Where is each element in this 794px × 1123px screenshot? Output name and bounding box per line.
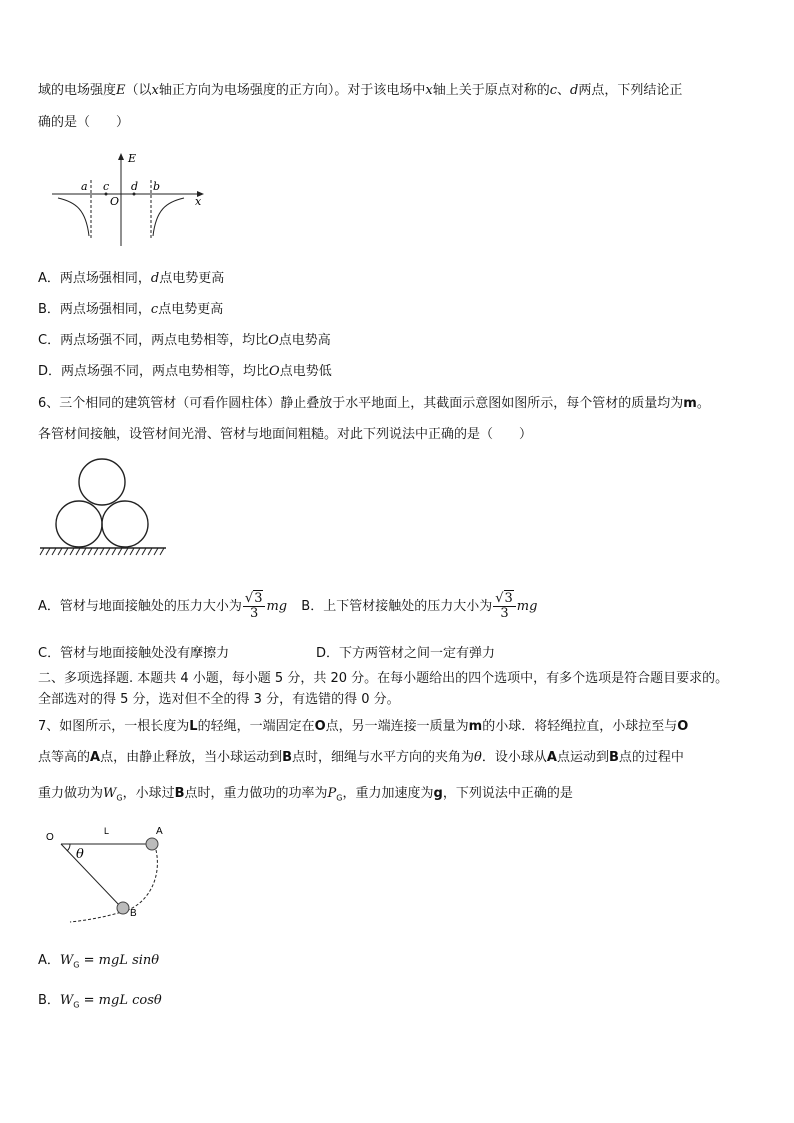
var-g: g (433, 786, 443, 801)
text: B．两点场强相同， (38, 302, 151, 317)
var-A: A (546, 750, 557, 765)
q7-stem-line2 (38, 749, 684, 767)
text: C．两点场强不同，两点电势相等，均比 (38, 333, 269, 348)
var-m: m (468, 719, 483, 734)
q7-option-A[interactable] (38, 952, 159, 975)
q5-field-graph (48, 148, 208, 252)
var-B: B (174, 786, 185, 801)
q5-option-C[interactable] (38, 332, 331, 350)
q6-stem-line1 (38, 395, 710, 413)
var-mg: mg (266, 599, 288, 614)
text: 二、多项选择题. 本题共 4 小题，每小题 5 分，共 20 分。在每小题给出的四个选项中，有多个选项是符合题目要求的。 (38, 671, 729, 686)
var-L: L (189, 719, 198, 734)
var-x: x (151, 83, 159, 98)
q5-option-A[interactable] (38, 270, 224, 288)
text: ，重力加速度为 (342, 786, 434, 801)
text: 各管材间接触，设管材间光滑、管材与地面间粗糙。对此下列说法中正确的是（ ） (38, 427, 533, 442)
expression: mgL sinθ (98, 953, 160, 968)
text: D．两点场强不同，两点电势相等，均比 (38, 364, 270, 379)
label-O: O (46, 832, 54, 843)
text: 轴上关于原点对称的 (432, 83, 550, 98)
q7-stem-line3 (38, 785, 573, 808)
var: O (268, 333, 279, 348)
q5-option-D[interactable] (38, 363, 332, 381)
numerator: 3 (254, 591, 263, 606)
text: = (79, 953, 99, 968)
text: 的小球．将轻绳拉直，小球拉至与 (482, 719, 678, 734)
bottom-left-pipe (56, 501, 102, 547)
text: 点电势更高 (159, 271, 225, 286)
axis-E-label: E (128, 152, 137, 165)
numerator: 3 (504, 591, 513, 606)
var: c (150, 302, 159, 317)
text: 。 (696, 396, 710, 411)
point-a-label: a (81, 180, 88, 193)
var: O (269, 364, 280, 379)
var-x: x (425, 83, 433, 98)
q6-options-AB (38, 592, 537, 622)
var-B: B (608, 750, 619, 765)
text: 点等高的 (38, 750, 91, 765)
text: 的轻绳，一端固定在 (197, 719, 315, 734)
subscript: G (336, 793, 343, 803)
section2-line1 (38, 670, 728, 688)
expression: mgL cosθ (98, 993, 162, 1008)
var-mg: mg (516, 599, 538, 614)
text: 、 (557, 83, 571, 98)
q5-option-B[interactable] (38, 301, 223, 319)
text: = (79, 993, 99, 1008)
text: 点运动到 (556, 750, 609, 765)
q5-stem-line1 (38, 82, 682, 100)
text: 点电势低 (279, 364, 332, 379)
var-m: m (683, 396, 697, 411)
q5-stem-line2 (38, 114, 129, 132)
ball-B (117, 902, 129, 914)
q6-stem-line2 (38, 426, 532, 444)
var-W: W (59, 953, 74, 968)
text: 点，另一端连接一质量为 (325, 719, 469, 734)
text: 点时，细绳与水平方向的夹角为 (292, 750, 475, 765)
point-c-label: c (103, 180, 110, 193)
text: 点电势高 (278, 333, 331, 348)
text: 重力做功为 (38, 786, 104, 801)
var-P: P (327, 786, 337, 801)
denominator: 3 (500, 606, 509, 621)
subscript: G (116, 793, 123, 803)
ball-A (146, 838, 158, 850)
origin-label: O (110, 195, 120, 208)
var-W: W (59, 993, 74, 1008)
label-theta: θ (76, 847, 84, 862)
text: 7、如图所示，一根长度为 (38, 719, 190, 734)
var-d: d (570, 83, 579, 98)
subscript: G (73, 1000, 80, 1010)
text: A． (38, 953, 60, 968)
text: （以 (125, 83, 152, 98)
text: 点电势更高 (158, 302, 224, 317)
text: ，小球过 (122, 786, 175, 801)
text: C．管材与地面接触处没有摩擦力 (38, 646, 230, 661)
point-d-label: d (131, 180, 139, 193)
var-E: E (116, 83, 126, 98)
label-B: B (130, 908, 137, 919)
bottom-right-pipe (102, 501, 148, 547)
q7-pendulum-figure (40, 820, 180, 924)
var-c: c (549, 83, 558, 98)
fraction-sqrt3-over-3: $\frac{√3}{3}$ (493, 592, 516, 621)
text: B．上下管材接触处的压力大小为 (301, 599, 493, 614)
q6-option-D[interactable] (316, 645, 495, 663)
var-theta: θ (474, 750, 482, 765)
text: 点的过程中 (618, 750, 684, 765)
text: 确的是（ ） (38, 115, 130, 130)
text: 两点，下列结论正 (578, 83, 683, 98)
text: D．下方两管材之间一定有弹力 (316, 646, 496, 661)
text: 轴正方向为电场强度的正方向）。对于该电场中 (158, 83, 426, 98)
text: A．管材与地面接触处的压力大小为 (38, 599, 242, 614)
text: 域的电场强度 (38, 83, 117, 98)
text: 点，由静止释放，当小球运动到 (100, 750, 283, 765)
var-O: O (314, 719, 326, 734)
denominator: 3 (250, 606, 259, 621)
q7-stem-line1 (38, 718, 688, 736)
text: 6、三个相同的建筑管材（可看作圆柱体）静止叠放于水平地面上，其截面示意图如图所示，每个管材的质量均为 (38, 396, 684, 411)
text: A．两点场强相同， (38, 271, 151, 286)
point-b-label: b (153, 180, 161, 193)
subscript: G (73, 960, 80, 970)
text: ，下列说法中正确的是 (442, 786, 573, 801)
q6-option-A[interactable] (38, 591, 291, 621)
q6-option-B[interactable] (301, 591, 538, 621)
label-L: L (104, 826, 110, 836)
var-O: O (677, 719, 689, 734)
q6-pipes-figure (38, 458, 168, 560)
var: d (150, 271, 160, 286)
label-A: A (156, 826, 163, 837)
var-A: A (90, 750, 101, 765)
text: 全部选对的得 5 分，选对但不全的得 3 分，有选错的得 0 分。 (38, 692, 400, 707)
var-B: B (282, 750, 293, 765)
section2-line2 (38, 691, 400, 709)
text: B． (38, 993, 60, 1008)
var-W: W (103, 786, 117, 801)
axis-x-label: x (195, 195, 202, 208)
top-pipe (79, 459, 125, 505)
fraction-sqrt3-over-3: $\frac{√3}{3}$ (243, 592, 266, 621)
q6-option-C[interactable] (38, 645, 229, 663)
text: ．设小球从 (481, 750, 547, 765)
text: 点时，重力做功的功率为 (184, 786, 328, 801)
q7-option-B[interactable] (38, 992, 162, 1015)
